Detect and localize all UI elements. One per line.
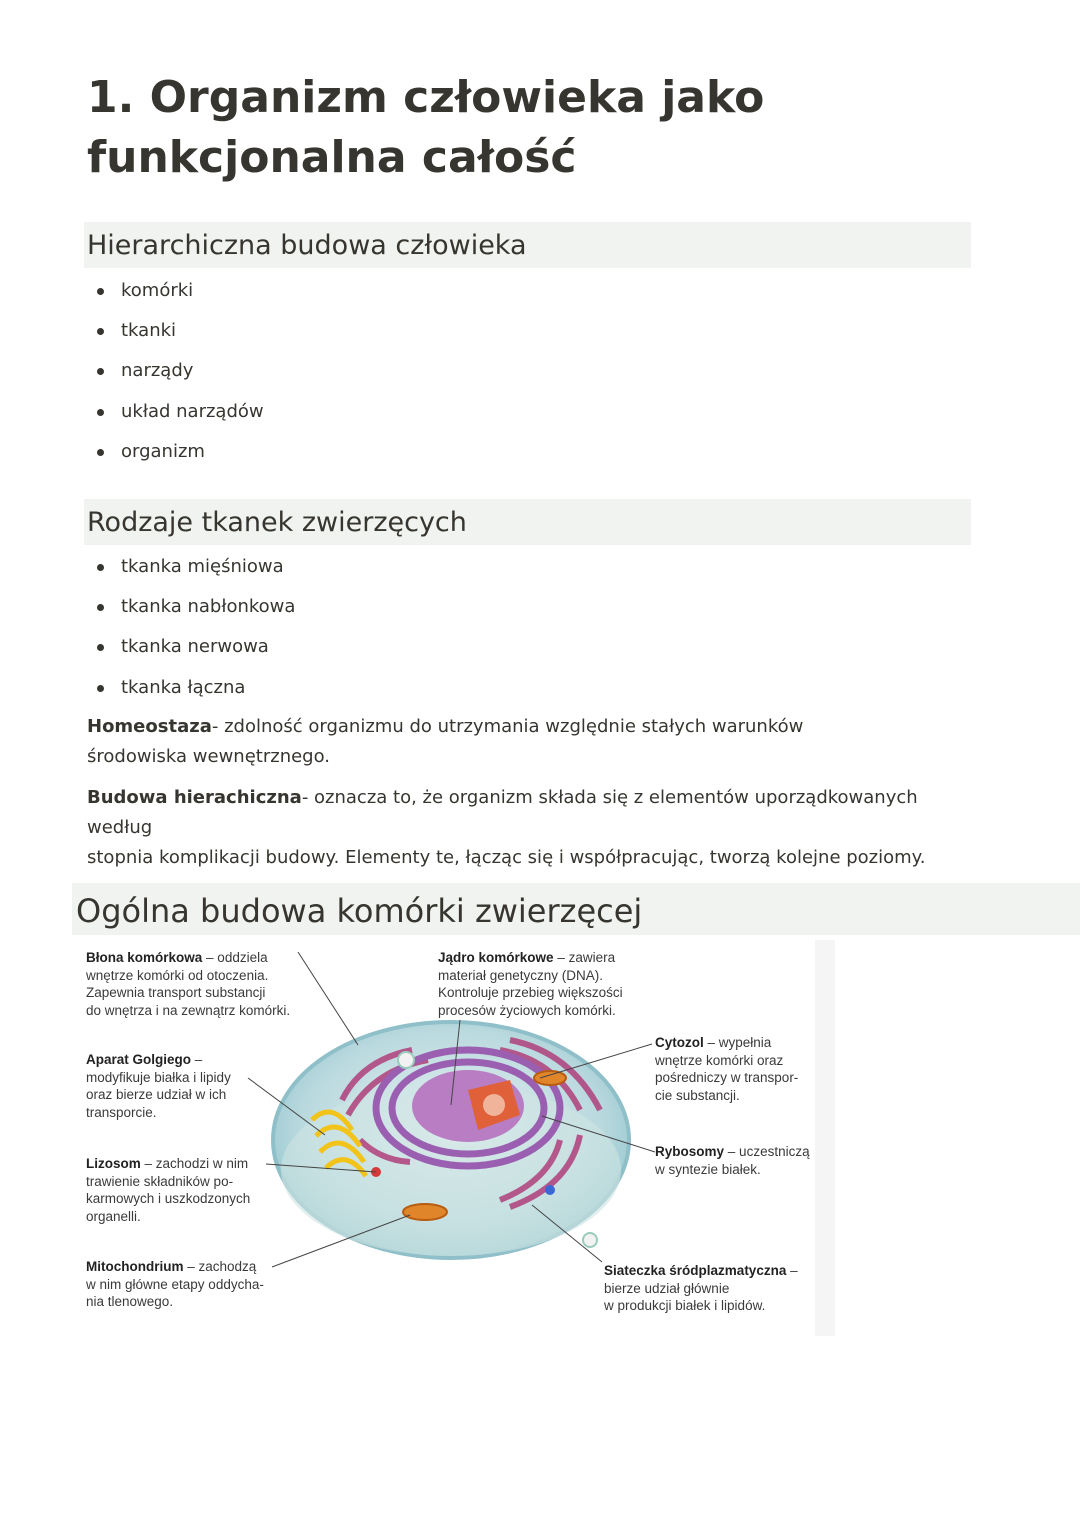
section-heading-tissues: Rodzaje tkanek zwierzęcych [84,499,971,545]
animal-cell-figure [80,940,835,1336]
list-item: tkanka nerwowa [87,627,295,667]
budowa-term: Budowa hierachiczna [87,787,302,808]
vesicle-2 [583,1233,597,1247]
lysosome-2 [545,1185,555,1195]
label-nucleus: Jądro komórkowe – zawiera materiał genetyczny (DNA). Kontroluje przebieg większości procesów życiowych komórki. [438,950,623,1018]
budowa-definition [87,783,967,873]
page-title [87,68,987,188]
list-item: tkanka mięśniowa [87,547,295,587]
label-ribosomes: Rybosomy – uczestniczą w syntezie białek. [655,1144,810,1177]
section-heading-hierarchy: Hierarchiczna budowa człowieka [84,222,971,268]
label-mitochondrion: Mitochondrium – zachodzą w nim główne etapy oddycha- nia tlenowego. [86,1259,264,1309]
budowa-text-1: - oznacza to, że organizm składa się z elementów uporządkowanych według [87,787,918,838]
list-item: organizm [87,432,264,472]
title-line-2: funkcjonalna całość [87,132,577,183]
homeostaza-term: Homeostaza [87,716,212,737]
tissues-list [87,547,295,708]
hierarchy-list [87,271,264,472]
title-line-1: 1. Organizm człowieka jako [87,72,765,123]
list-item: tkanka nabłonkowa [87,587,295,627]
homeostaza-text-1: - zdolność organizmu do utrzymania względnie stałych warunków [211,716,804,737]
budowa-text-2: stopnia komplikacji budowy. Elementy te, łącząc się i współpracując, tworzą kolejne poziomy. [87,847,926,868]
homeostaza-definition [87,712,967,772]
section-heading-cell: Ogólna budowa komórki zwierzęcej [72,883,1080,935]
label-endoplasmic-reticulum: Siateczka śródplazmatyczna – bierze udział głównie w produkcji białek i lipidów. [604,1263,798,1313]
label-cell-membrane: Błona komórkowa – oddziela wnętrze komórki od otoczenia. Zapewnia transport substancji do wnętrza i na zewnątrz komórki. [86,950,291,1018]
vesicle [398,1052,414,1068]
label-golgi: Aparat Golgiego – modyfikuje białka i lipidy oraz bierze udział w ich transporcie. [86,1052,231,1120]
label-lysosome: Lizosom – zachodzi w nim trawienie składników po- karmowych i uszkodzonych organelli. [86,1156,251,1224]
list-item: układ narządów [87,392,264,432]
list-item: tkanki [87,311,264,351]
label-cytosol: Cytozol – wypełnia wnętrze komórki oraz pośredniczy w transpor- cie substancji. [655,1035,799,1103]
list-item: narządy [87,351,264,391]
homeostaza-text-2: środowiska wewnętrznego. [87,746,331,767]
mitochondrion-2 [534,1071,566,1085]
nucleolus [483,1094,505,1116]
list-item: tkanka łączna [87,668,295,708]
list-item: komórki [87,271,264,311]
mitochondrion [403,1204,447,1220]
